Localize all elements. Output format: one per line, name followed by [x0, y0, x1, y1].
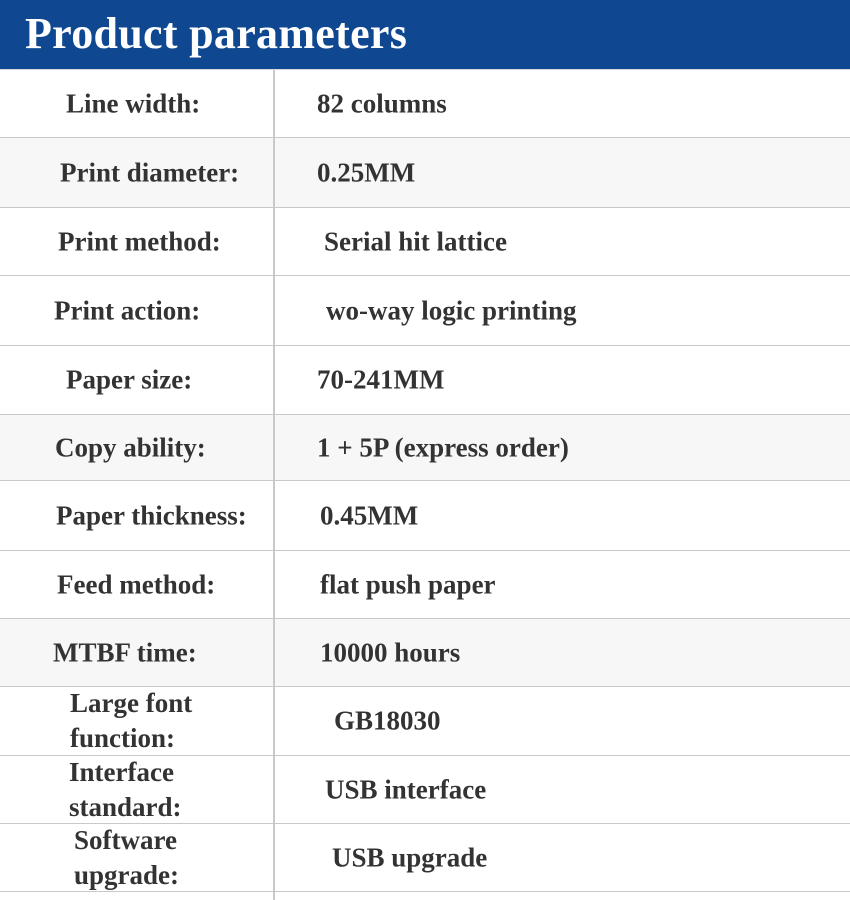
- table-row-large-font-function: [0, 687, 850, 756]
- table-row-paper-thickness: [0, 481, 850, 551]
- column-divider: [273, 551, 275, 618]
- param-value: 10000 hours: [320, 637, 461, 667]
- param-value: Serial hit lattice: [324, 226, 507, 256]
- column-divider: [273, 276, 275, 345]
- param-value: 0.25MM: [317, 157, 416, 187]
- table-row-print-method: [0, 208, 850, 276]
- table-row-feed-method: [0, 551, 850, 619]
- param-value: 1 + 5P (express order): [317, 432, 569, 462]
- param-value: USB interface: [325, 774, 487, 804]
- page-title: Product parameters: [25, 9, 408, 58]
- table-row-print-action: [0, 276, 850, 346]
- param-value: 82 columns: [317, 88, 447, 118]
- param-label: Print method:: [58, 226, 221, 256]
- header-banner: [0, 0, 850, 70]
- table-row-software-upgrade: [0, 824, 850, 892]
- table-row-interface-standard: [0, 756, 850, 824]
- param-label: Feed method:: [57, 569, 216, 599]
- param-label: Copy ability:: [55, 432, 206, 462]
- table-row-copy-ability: [0, 415, 850, 481]
- param-label: Interface standard:: [69, 756, 182, 822]
- param-label: MTBF time:: [53, 637, 197, 667]
- column-divider: [273, 138, 275, 207]
- table-row-paper-size: [0, 346, 850, 415]
- column-divider: [273, 756, 275, 823]
- param-label: Print diameter:: [60, 157, 240, 187]
- column-divider: [273, 70, 275, 137]
- table-row-trailing: [0, 892, 850, 900]
- column-divider: [273, 415, 275, 480]
- column-divider: [273, 892, 275, 900]
- param-value: wo-way logic printing: [326, 295, 577, 325]
- param-label: Line width:: [66, 88, 201, 118]
- param-label: Software upgrade:: [74, 824, 180, 890]
- param-value: GB18030: [334, 705, 441, 736]
- column-divider: [273, 687, 275, 755]
- column-divider: [273, 208, 275, 275]
- column-divider: [273, 481, 275, 550]
- param-label: Print action:: [54, 295, 201, 325]
- param-label: Large font function:: [70, 688, 193, 753]
- param-value: USB upgrade: [332, 842, 488, 872]
- column-divider: [273, 619, 275, 686]
- table-row-line-width: [0, 70, 850, 138]
- param-label: Paper thickness:: [56, 500, 247, 530]
- param-value: 0.45MM: [320, 500, 419, 530]
- table-row-print-diameter: [0, 138, 850, 208]
- table-row-mtbf-time: [0, 619, 850, 687]
- param-value: 70-241MM: [317, 364, 445, 395]
- param-label: Paper size:: [66, 364, 193, 395]
- param-value: flat push paper: [320, 569, 496, 599]
- column-divider: [273, 346, 275, 414]
